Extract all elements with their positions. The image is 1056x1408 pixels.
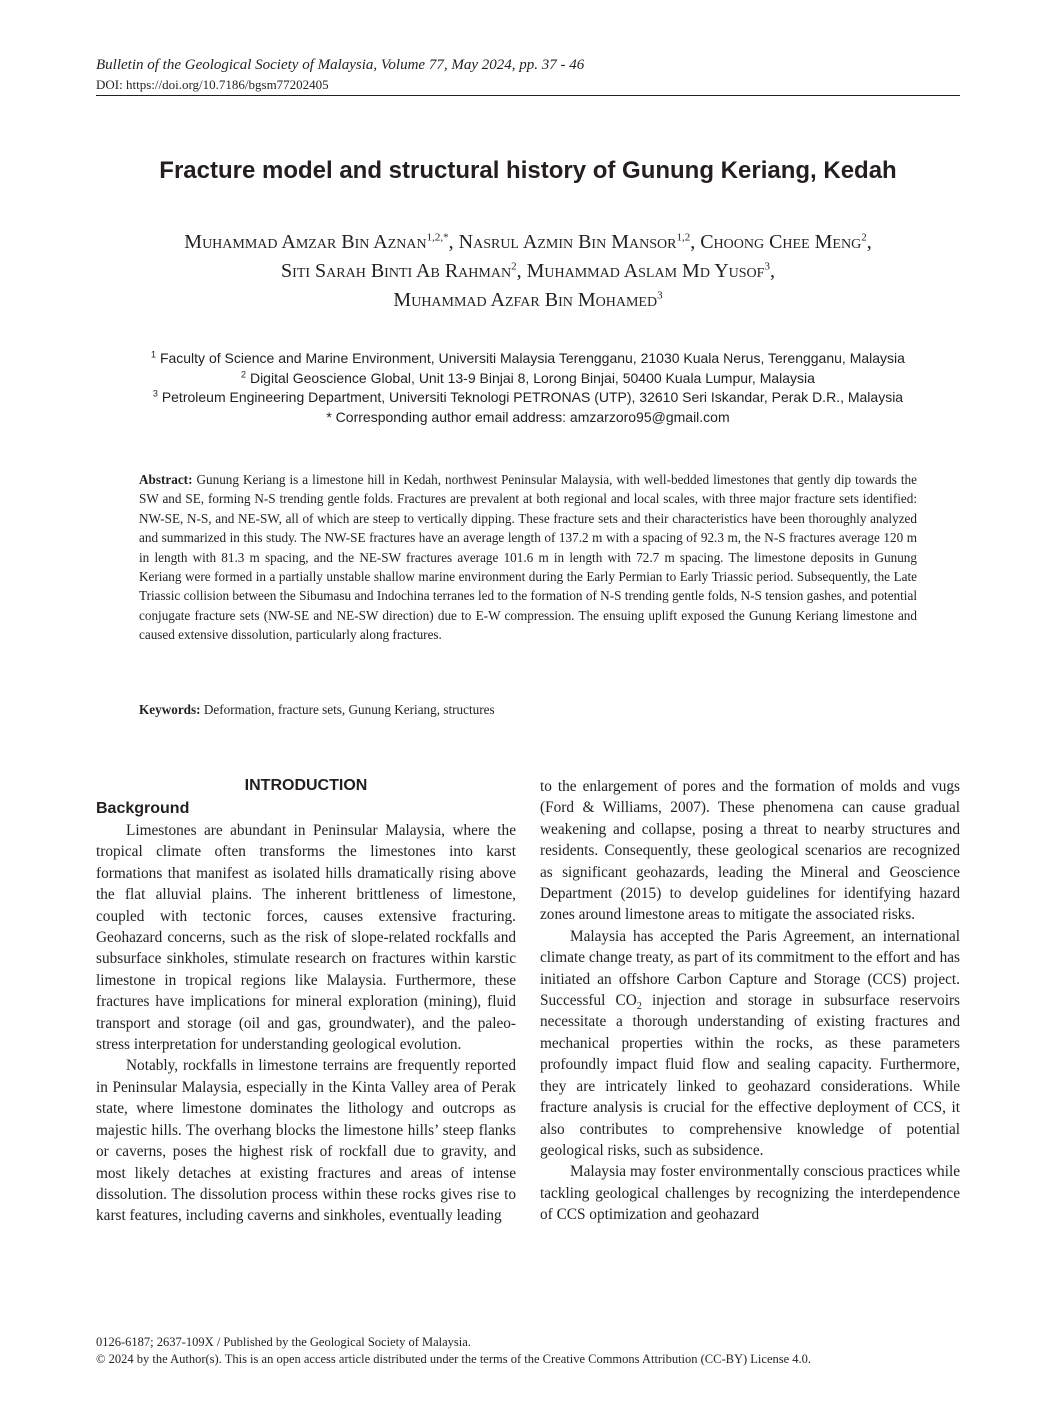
keywords-label: Keywords:: [139, 702, 201, 717]
corresponding-author: * Corresponding author email address: amzarzoro95@gmail.com: [326, 408, 730, 425]
author-name: Siti Sarah Binti Ab Rahman: [281, 260, 512, 282]
affiliation-mark: 2: [241, 368, 247, 379]
author-separator: ,: [448, 231, 459, 253]
affiliation-item: [60, 369, 996, 389]
author-name: Muhammad Amzar Bin Aznan: [184, 231, 427, 253]
affiliation-text: Digital Geoscience Global, Unit 13-9 Binjai 8, Lorong Binjai, 50400 Kuala Lumpur, Malaysia: [249, 369, 815, 386]
left-column: [96, 776, 516, 1227]
author-name: Muhammad Azfar Bin Mohamed: [393, 289, 658, 311]
author-separator: ,: [690, 231, 701, 253]
paragraph-text: injection and storage in subsurface reservoirs necessitate a thorough understanding of existing fractures and mechanical properties within the rocks, as these parameters profoundly impact fluid flow and sealing capacity. Furthermore, they are intricately linked to geohazard considerations. While fracture analysis is crucial for the effective deployment of CCS, it also contributes to comprehensive knowledge of potential geological risks, such as subsidence.: [540, 992, 960, 1159]
author-name: Choong Chee Meng: [700, 231, 862, 253]
affiliation-mark: 1: [151, 349, 157, 360]
section-heading: INTRODUCTION: [244, 777, 368, 794]
author-affiliation-mark: 3: [657, 289, 663, 302]
body-paragraph: Notably, rockfalls in limestone terrains are frequently reported in Peninsular Malaysia, especially in the Kinta Valley area of Perak state, where limestone dominates the lithology and outcrops as majestic hills. The overhang blocks the limestone hills’ steep flanks or caverns, poses the highest risk of rockfall due to gravity, and most likely detaches at existing fractures and areas of intense dissolution. The dissolution process within these rocks gives rise to karst features, including caverns and sinkholes, eventually leading: [96, 1057, 516, 1225]
body-paragraph: to the enlargement of pores and the formation of molds and vugs (Ford & Williams, 2007). These phenomena can cause gradual weakening and collapse, posing a threat to nearby structures and residents. Consequently, these geological scenarios are recognized as significant geohazards, leading the Mineral and Geoscience Department (2015) to develop guidelines for identifying hazard zones around limestone areas to mitigate the associated risks.: [540, 778, 960, 924]
abstract-label: Abstract:: [139, 472, 193, 487]
author-affiliation-mark: 2: [861, 231, 867, 244]
keywords-text: Deformation, fracture sets, Gunung Keriang, structures: [203, 702, 495, 717]
paper-title: Fracture model and structural history of Gunung Keriang, Kedah: [159, 157, 897, 184]
paragraph-text: Malaysia has accepted the Paris Agreement, an international climate change treaty, as part of its commitment to the effort and has initiated an offshore Carbon Capture and Storage (CCS) project. Successful CO: [540, 927, 960, 1010]
author-list: [60, 228, 996, 315]
affiliation-list: [60, 349, 996, 427]
abstract: [139, 470, 917, 645]
abstract-text: Gunung Keriang is a limestone hill in Kedah, northwest Peninsular Malaysia, with well-bedded limestones that gently dip towards the SW and SE, forming N-S trending gentle folds. Fractures are prevalent at both regional and local scales, with three major fracture sets identified: NW-SE, N-S, and NE-SW, all of which are steep to vertically dipping. These fracture sets and their characteristics have been thoroughly analyzed and summarized in this study. The NW-SE fractures have an average length of 137.2 m with a spacing of 92.3 m, the N-S fractures average 120 m in length with 81.3 m spacing, and the NE-SW fractures average 101.6 m in length with 72.7 m spacing. The limestone deposits in Gunung Keriang were formed in a partially unstable shallow marine environment during the Early Permian to Early Triassic period. Subsequently, the Late Triassic collision between the Sibumasu and Indochina terranes led to the formation of N-S trending gentle folds, N-S tension gashes, and potential conjugate fracture sets (NW-SE and NE-SW direction) due to E-W compression. The ensuing uplift exposed the Gunung Keriang limestone and caused extensive dissolution, particularly along fractures.: [139, 472, 917, 643]
subscript: 2: [636, 1001, 642, 1013]
author-affiliation-mark: 1,2,*: [426, 231, 449, 244]
affiliation-text: Faculty of Science and Marine Environment, Universiti Malaysia Terengganu, 21030 Kuala Nerus, Terengganu, Malaysia: [159, 350, 905, 366]
journal-citation: Bulletin of the Geological Society of Malaysia, Volume 77, May 2024, pp. 37 - 46: [96, 57, 585, 73]
author-name: Nasrul Azmin Bin Mansor: [458, 231, 677, 253]
header-divider: [96, 95, 960, 96]
affiliation-item: [60, 349, 996, 369]
author-name: Muhammad Aslam Md Yusof: [526, 260, 765, 282]
body-paragraph: Malaysia may foster environmentally conscious practices while tackling geological challenges by recognizing the interdependence of CCS optimization and geohazard: [540, 1163, 960, 1224]
affiliation-text: Petroleum Engineering Department, Universiti Teknologi PETRONAS (UTP), 32610 Seri Iskandar, Perak D.R., Malaysia: [161, 389, 904, 405]
doi-link[interactable]: DOI: https://doi.org/10.7186/bgsm77202405: [96, 77, 329, 92]
author-separator: ,: [866, 231, 872, 253]
running-header: [96, 56, 960, 93]
right-column: [540, 776, 960, 1226]
subsection-heading: Background: [96, 800, 190, 817]
author-separator: ,: [769, 260, 775, 282]
page-footer: [96, 1334, 976, 1368]
affiliation-mark: 3: [152, 388, 158, 399]
body-paragraph: [540, 926, 960, 1161]
author-affiliation-mark: 2: [511, 260, 517, 273]
author-affiliation-mark: 1,2: [676, 231, 691, 244]
footer-issn: 0126-6187; 2637-109X / Published by the Geological Society of Malaysia.: [96, 1335, 471, 1349]
affiliation-item: [60, 388, 996, 408]
author-affiliation-mark: 3: [764, 260, 770, 273]
author-separator: ,: [516, 260, 527, 282]
body-paragraph: Limestones are abundant in Peninsular Malaysia, where the tropical climate often transforms the limestones into karst formations that manifest as isolated hills dramatically rising above the flat alluvial plains. The inherent brittleness of limestone, coupled with tectonic forces, causes extensive fracturing. Geohazard concerns, such as the risk of slope-related rockfalls and subsurface sinkholes, stimulate research on fractures within karstic limestone in tropical regions like Malaysia. Furthermore, these fractures have implications for mineral exploration (mining), fluid transport and storage (oil and gas, groundwater), and the paleo-stress interpretation for understanding geological evolution.: [96, 822, 516, 1054]
footer-license: © 2024 by the Author(s). This is an open access article distributed under the terms of the Creative Commons Attribution (CC-BY) License 4.0.: [96, 1352, 812, 1366]
keywords: [139, 700, 917, 719]
